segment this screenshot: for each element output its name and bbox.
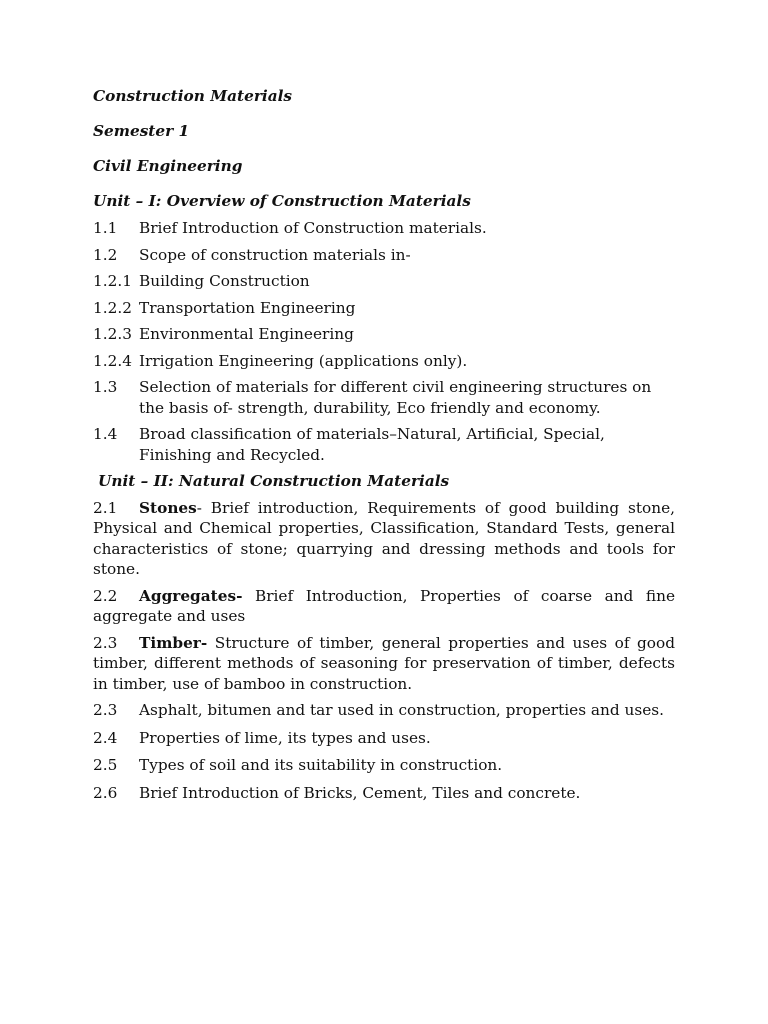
list-item — [93, 324, 675, 345]
topic-keyword: Stones — [139, 498, 197, 517]
topic-paragraph — [93, 498, 675, 580]
list-item — [93, 245, 675, 266]
list-item — [93, 424, 675, 465]
list-item — [93, 377, 675, 418]
item-number: 1.2.4 — [93, 351, 132, 370]
item-text: - Brief introduction, Requirements of good building stone, Physical and Chemical properties, Classification, Standard Tests, general characteristics of stone; quarrying and dressing methods and tools for stone. — [93, 498, 675, 578]
item-number: 2.3 — [93, 633, 118, 652]
item-number: 1.2.1 — [93, 272, 132, 290]
list-item — [93, 728, 675, 749]
list-item — [93, 700, 675, 721]
list-item — [93, 755, 675, 776]
item-number: 2.1 — [93, 498, 118, 517]
item-number: 2.6 — [93, 783, 118, 802]
list-item — [93, 351, 675, 372]
item-text: Environmental Engineering — [139, 325, 354, 343]
item-text: Types of soil and its suitability in construction. — [139, 756, 503, 774]
item-number: 2.2 — [93, 586, 118, 605]
topic-paragraph — [93, 586, 675, 627]
item-number: 1.1 — [93, 219, 118, 237]
semester-heading: Semester 1 — [93, 121, 190, 140]
list-item — [93, 298, 675, 319]
unit1-heading: Unit – I: Overview of Construction Materials — [93, 191, 471, 210]
syllabus-page — [93, 86, 675, 810]
item-text: Brief Introduction of Bricks, Cement, Tiles and concrete. — [139, 783, 581, 802]
list-item — [93, 218, 675, 239]
list-item — [93, 271, 675, 292]
item-text: Broad classification of materials–Natural, Artificial, Special, Finishing and Recycled. — [139, 425, 605, 464]
unit1-list — [93, 218, 675, 465]
item-number: 1.4 — [93, 425, 118, 443]
item-text: Brief Introduction of Construction materials. — [139, 219, 487, 237]
item-text: Scope of construction materials in- — [139, 245, 411, 264]
item-number: 2.5 — [93, 756, 118, 774]
item-text: Selection of materials for different civil engineering structures on the basis of- strength, durability, Eco friendly and economy. — [139, 378, 652, 417]
list-item — [93, 783, 675, 804]
item-text: Properties of lime, its types and uses. — [139, 728, 431, 747]
item-text: Transportation Engineering — [139, 298, 356, 317]
item-text: Building Construction — [139, 272, 310, 290]
item-number: 1.2 — [93, 245, 118, 264]
unit2-list — [93, 700, 675, 803]
item-number: 1.2.2 — [93, 298, 132, 317]
course-title: Construction Materials — [93, 87, 293, 105]
unit2-paragraphs — [93, 498, 675, 695]
item-text: Structure of timber, general properties and uses of good timber, different methods of seasoning for preservation of timber, defects in timber, use of bamboo in construction. — [93, 633, 675, 693]
item-text: Brief Introduction, Properties of coarse and fine aggregate and uses — [93, 586, 675, 625]
unit2-heading: Unit – II: Natural Construction Materials — [98, 472, 450, 490]
item-text: Asphalt, bitumen and tar used in construction, properties and uses. — [139, 701, 665, 719]
topic-keyword: Timber- — [139, 633, 208, 652]
item-number: 2.4 — [93, 728, 118, 747]
item-number: 1.2.3 — [93, 325, 132, 343]
topic-paragraph — [93, 633, 675, 695]
item-text: Irrigation Engineering (applications only). — [139, 351, 468, 370]
item-number: 2.3 — [93, 701, 118, 719]
department-heading: Civil Engineering — [93, 157, 243, 175]
topic-keyword: Aggregates- — [139, 586, 243, 605]
item-number: 1.3 — [93, 378, 118, 396]
